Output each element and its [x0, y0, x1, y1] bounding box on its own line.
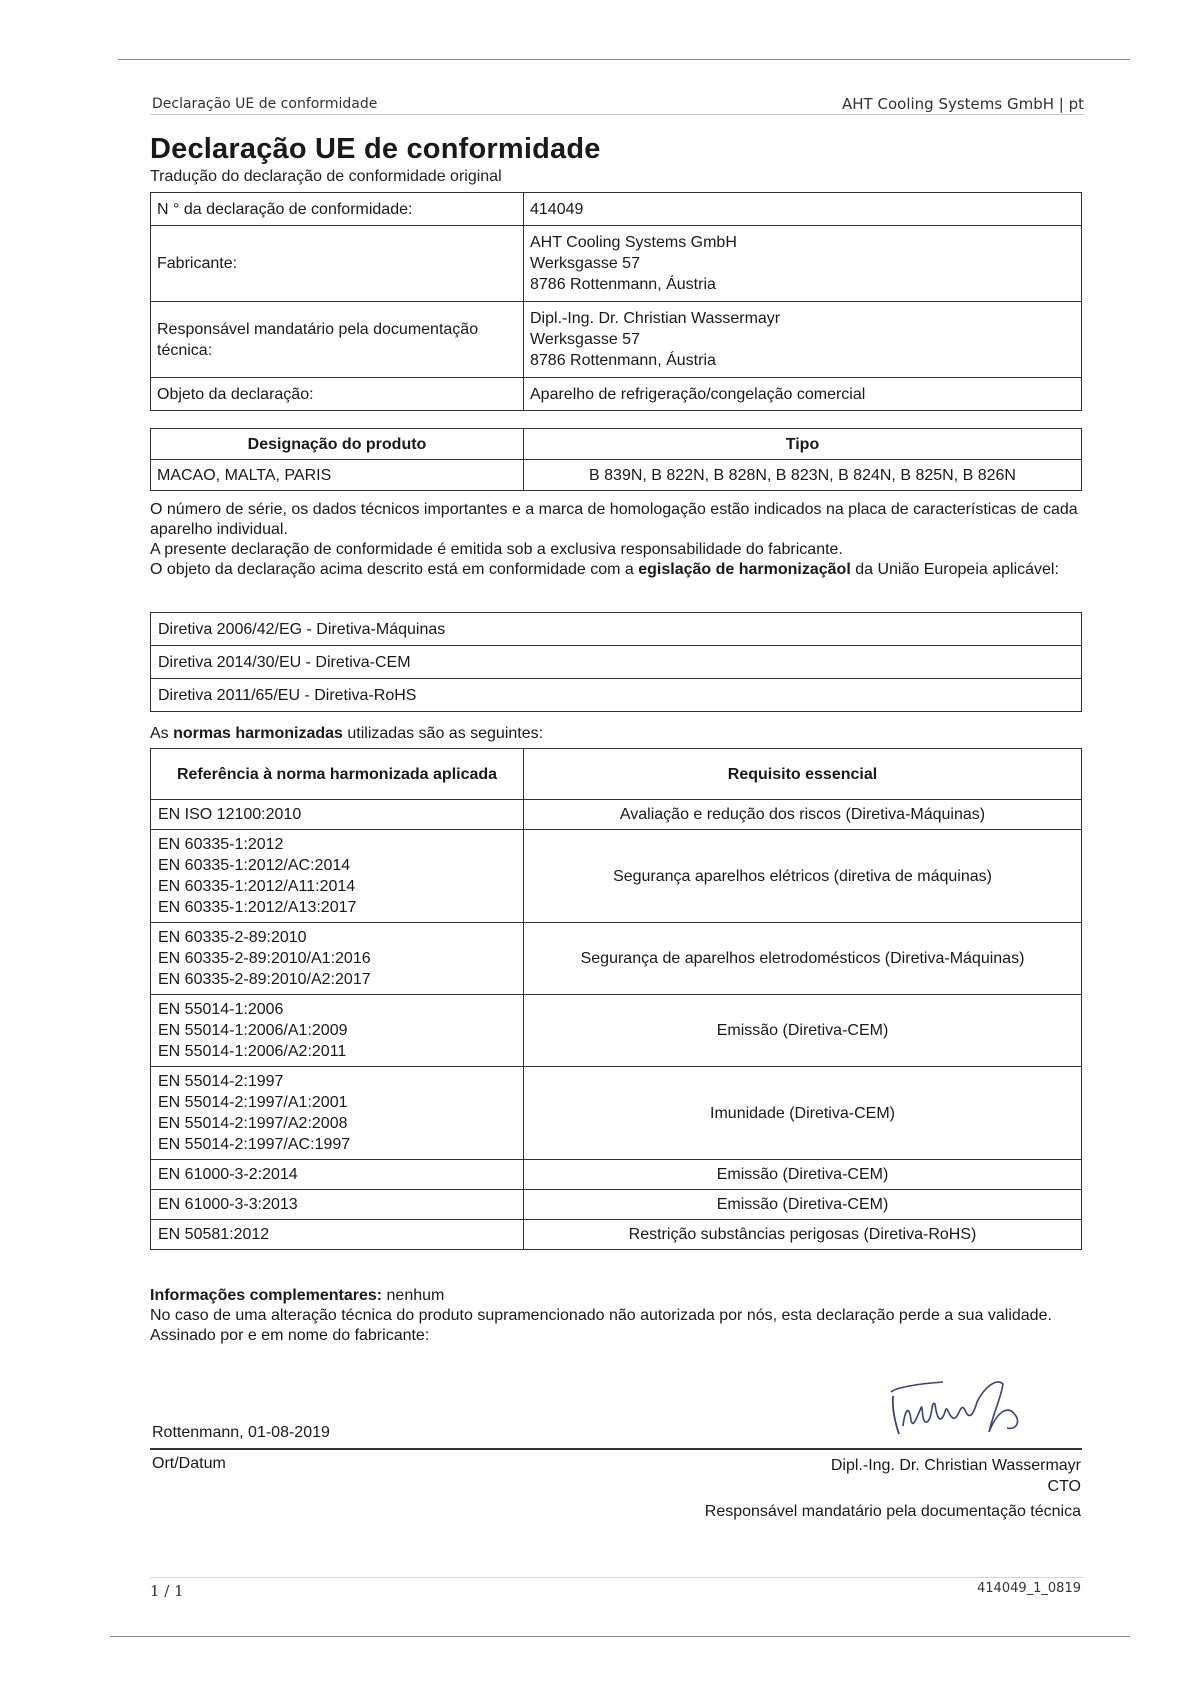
- norm-reference: EN 55014-1:2006/A2:2011: [158, 1043, 347, 1060]
- norm-row: [151, 830, 1082, 923]
- signer-name: Dipl.-Ing. Dr. Christian Wassermayr: [830, 1457, 1081, 1474]
- norm-row: [151, 995, 1082, 1067]
- norm-reference: EN 60335-1:2012/A11:2014: [158, 878, 356, 895]
- handwritten-signature: [885, 1372, 1035, 1444]
- norm-row: [151, 800, 1082, 830]
- norm-references: [151, 1220, 524, 1250]
- directive-item: Diretiva 2006/42/EG - Diretiva-Máquinas: [151, 613, 1082, 646]
- norm-reference: EN 55014-1:2006: [158, 1001, 284, 1018]
- running-header-right: AHT Cooling Systems GmbH | pt: [842, 95, 1084, 113]
- number-label: N ° da declaração de conformidade:: [151, 193, 524, 226]
- norm-references: [151, 800, 524, 830]
- norm-reference: EN 55014-2:1997/A2:2008: [158, 1115, 348, 1132]
- page-title: Declaração UE de conformidade: [150, 133, 601, 165]
- signature-rule: [150, 1448, 1082, 1450]
- norm-references: [151, 995, 524, 1067]
- col-requirement-header: Requisito essencial: [524, 749, 1082, 800]
- signed-by-text: Assinado por e em nome do fabricante:: [150, 1327, 430, 1344]
- responsibility-text: A presente declaração de conformidade é emitida sob a exclusiva responsabilidade do fabricante.: [150, 541, 843, 558]
- place-date: Rottenmann, 01-08-2019: [152, 1424, 330, 1441]
- norm-reference: EN ISO 12100:2010: [158, 806, 302, 823]
- norm-reference: EN 60335-2-89:2010/A2:2017: [158, 971, 371, 988]
- manufacturer-label: Fabricante:: [151, 226, 524, 302]
- norms-header-row: [151, 749, 1082, 800]
- directive-row: [151, 613, 1082, 646]
- norm-requirement: Avaliação e redução dos riscos (Diretiva-Máquinas): [524, 800, 1082, 830]
- norm-requirement: Imunidade (Diretiva-CEM): [524, 1067, 1082, 1160]
- norm-reference: EN 60335-1:2012/A13:2017: [158, 899, 357, 916]
- directive-row: [151, 646, 1082, 679]
- product-row: [151, 460, 1082, 491]
- place-date-label: Ort/Datum: [152, 1455, 226, 1472]
- product-table: [150, 428, 1082, 491]
- manufacturer-line: AHT Cooling Systems GmbH: [530, 234, 737, 251]
- norms-intro-post: utilizadas são as seguintes:: [342, 725, 544, 742]
- norm-references: [151, 923, 524, 995]
- norm-row: [151, 1190, 1082, 1220]
- norm-requirement: Emissão (Diretiva-CEM): [524, 995, 1082, 1067]
- norms-intro-pre: As: [150, 725, 174, 742]
- norm-reference: EN 55014-2:1997/AC:1997: [158, 1136, 351, 1153]
- norms-table: [150, 748, 1082, 1250]
- legislation-text: [150, 560, 1085, 580]
- page-number: 1 / 1: [150, 1582, 184, 1600]
- conformity-statement: [150, 500, 1085, 580]
- norm-references: [151, 830, 524, 923]
- info-row-representative: [151, 302, 1082, 378]
- manufacturer-line: 8786 Rottenmann, Áustria: [530, 276, 716, 293]
- norm-reference: EN 60335-1:2012/AC:2014: [158, 857, 351, 874]
- legislation-text-bold: egislação de harmonizaçãol: [638, 561, 851, 578]
- directive-row: [151, 679, 1082, 712]
- legislation-text-post: da União Europeia aplicável:: [850, 561, 1059, 578]
- norm-references: [151, 1160, 524, 1190]
- norm-requirement: Emissão (Diretiva-CEM): [524, 1190, 1082, 1220]
- directive-item: Diretiva 2014/30/EU - Diretiva-CEM: [151, 646, 1082, 679]
- document-id: 414049_1_0819: [977, 1581, 1081, 1596]
- running-header-left: Declaração UE de conformidade: [152, 96, 378, 112]
- info-row-number: [151, 193, 1082, 226]
- representative-line: 8786 Rottenmann, Áustria: [530, 352, 716, 369]
- norm-requirement: Segurança aparelhos elétricos (diretiva de máquinas): [524, 830, 1082, 923]
- norm-reference: EN 60335-1:2012: [158, 836, 284, 853]
- object-value: Aparelho de refrigeração/congelação comercial: [524, 378, 1082, 411]
- page-subtitle: Tradução do declaração de conformidade original: [150, 168, 502, 185]
- norm-requirement: Segurança de aparelhos eletrodomésticos (Diretiva-Máquinas): [524, 923, 1082, 995]
- number-value: 414049: [524, 193, 1082, 226]
- col-designation-header: Designação do produto: [151, 429, 524, 460]
- representative-line: Dipl.-Ing. Dr. Christian Wassermayr: [530, 310, 781, 327]
- representative-label: Responsável mandatário pela documentação técnica:: [151, 302, 524, 378]
- header-rule: [150, 114, 1084, 115]
- norm-reference: EN 55014-2:1997: [158, 1073, 284, 1090]
- representative-value: [524, 302, 1082, 378]
- directives-table: [150, 612, 1082, 712]
- norm-reference: EN 60335-2-89:2010: [158, 929, 307, 946]
- norm-row: [151, 923, 1082, 995]
- complementary-value: nenhum: [382, 1287, 445, 1304]
- object-label: Objeto da declaração:: [151, 378, 524, 411]
- norm-requirement: Emissão (Diretiva-CEM): [524, 1160, 1082, 1190]
- norm-references: [151, 1190, 524, 1220]
- norms-intro: [150, 724, 1085, 744]
- complementary-label: Informações complementares:: [150, 1287, 383, 1304]
- page-bottom-rule: [110, 1636, 1130, 1637]
- signer-block: [705, 1455, 1081, 1522]
- col-type-header: Tipo: [524, 429, 1082, 460]
- signer-role: Responsável mandatário pela documentação técnica: [704, 1503, 1081, 1520]
- manufacturer-line: Werksgasse 57: [530, 255, 640, 272]
- legislation-text-pre: O objeto da declaração acima descrito está em conformidade com a: [150, 561, 639, 578]
- norm-row: [151, 1220, 1082, 1250]
- signer-title: CTO: [1047, 1478, 1081, 1495]
- norm-reference: EN 55014-1:2006/A1:2009: [158, 1022, 348, 1039]
- norm-reference: EN 60335-2-89:2010/A1:2016: [158, 950, 371, 967]
- serial-info-text: O número de série, os dados técnicos importantes e a marca de homologação estão indicados na placa de características de cada aparelho individual.: [150, 501, 1078, 538]
- norm-reference: EN 61000-3-3:2013: [158, 1196, 298, 1213]
- complementary-info: [150, 1286, 1085, 1346]
- product-header-row: [151, 429, 1082, 460]
- representative-line: Werksgasse 57: [530, 331, 640, 348]
- norm-row: [151, 1160, 1082, 1190]
- norm-references: [151, 1067, 524, 1160]
- page-top-rule: [118, 59, 1130, 60]
- directive-item: Diretiva 2011/65/EU - Diretiva-RoHS: [151, 679, 1082, 712]
- product-designation: MACAO, MALTA, PARIS: [151, 460, 524, 491]
- norm-reference: EN 55014-2:1997/A1:2001: [158, 1094, 348, 1111]
- norm-row: [151, 1067, 1082, 1160]
- product-type: B 839N, B 822N, B 828N, B 823N, B 824N, B 825N, B 826N: [524, 460, 1082, 491]
- col-reference-header: Referência à norma harmonizada aplicada: [151, 749, 524, 800]
- manufacturer-value: [524, 226, 1082, 302]
- norm-reference: EN 50581:2012: [158, 1226, 270, 1243]
- info-row-manufacturer: [151, 226, 1082, 302]
- info-row-object: [151, 378, 1082, 411]
- norm-reference: EN 61000-3-2:2014: [158, 1166, 298, 1183]
- validity-text: No caso de uma alteração técnica do produto supramencionado não autorizada por nós, esta declaração perde a sua validade.: [150, 1307, 1052, 1324]
- complementary-line: [150, 1286, 1085, 1306]
- norm-requirement: Restrição substâncias perigosas (Diretiva-RoHS): [524, 1220, 1082, 1250]
- footer-rule: [150, 1577, 1084, 1578]
- norms-intro-bold: normas harmonizadas: [173, 725, 343, 742]
- declaration-info-table: [150, 192, 1082, 411]
